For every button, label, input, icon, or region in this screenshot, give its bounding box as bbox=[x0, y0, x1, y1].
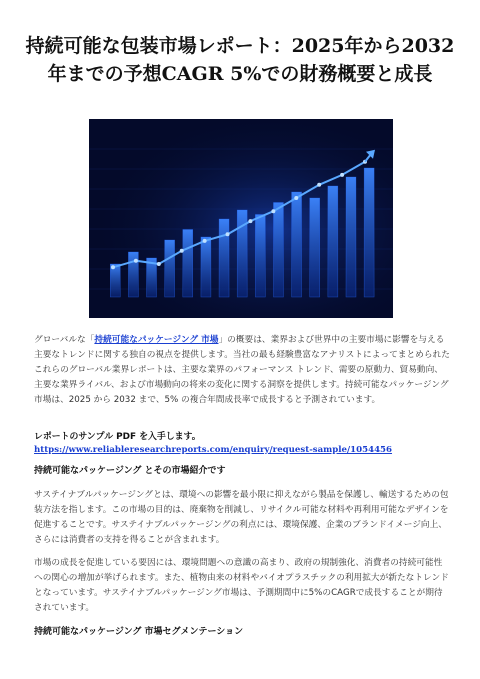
title-line-2: 年までの予想CAGR 5%での財務概要と成長 bbox=[47, 63, 433, 85]
market-link[interactable]: 持続可能なパッケージング 市場 bbox=[94, 335, 219, 345]
trend-point bbox=[248, 219, 252, 223]
page-title bbox=[20, 32, 460, 88]
section-heading-segmentation: 持続可能なパッケージング 市場セグメンテーション bbox=[34, 627, 244, 637]
hero-bar bbox=[183, 230, 193, 298]
intro-suffix: 」の概要は、業界および世界中の主要市場に影響を与える主要なトレンドに関する独自の視点を提供します。当社の最も経験豊富なアナリストによってまとめられたこれらのグローバル業界レポートは、主要な業界のパフォーマンス トレンド、需要の原動力、貿易動向、主要な業界ライバル、および市場動向の将来の変化に関する洞察を提供します。持続可能なパッケージング 市場は、2025 から 2032 まで、5% の複合年間成長率で成長すると予測されています。 bbox=[34, 335, 450, 405]
growth-drivers-paragraph: 市場の成長を促進している要因には、環境問題への意識の高まり、政府の規制強化、消費者の持続可能性への関心の増加が挙げられます。また、植物由来の材料やバイオプラスチックの利用拡大が新たなトレンドとなっています。サステイナブルパッケージング市場は、予測期間中に5%のCAGRで成長することが期待されています。 bbox=[34, 558, 449, 613]
definition-paragraph: サステイナブルパッケージングとは、環境への影響を最小限に抑えながら製品を保護し、輸送するための包装方法を指します。この市場の目的は、廃棄物を削減し、リサイクル可能な材料や再利用可能なデザインを促進することです。サステイナブルパッケージングの利点には、環境保護、企業のブランドイメージ向上、さらには消費者の支持を得ることが含まれます。 bbox=[34, 490, 449, 545]
hero-bar bbox=[328, 186, 338, 297]
trend-point bbox=[134, 259, 138, 263]
trend-point bbox=[294, 196, 298, 200]
hero-bar bbox=[165, 240, 175, 297]
hero-bar bbox=[110, 264, 120, 297]
trend-point bbox=[180, 249, 184, 253]
hero-bar bbox=[201, 237, 211, 297]
hero-bar bbox=[219, 219, 229, 297]
hero-bar bbox=[310, 198, 320, 297]
hero-bar bbox=[292, 192, 302, 297]
section-heading-intro: 持続可能なパッケージング とその市場紹介です bbox=[34, 466, 226, 476]
hero-bar bbox=[128, 252, 138, 297]
trend-point bbox=[271, 209, 275, 213]
trend-point bbox=[340, 173, 344, 177]
title-line-1: 持続可能な包装市場レポート：2025年から2032 bbox=[25, 35, 455, 57]
trend-point bbox=[226, 232, 230, 236]
hero-bar bbox=[255, 215, 265, 298]
hero-bar bbox=[273, 203, 283, 298]
sample-pdf-label: レポートのサンプル PDF を入手します。 bbox=[34, 432, 201, 442]
trend-point bbox=[203, 239, 207, 243]
hero-bar bbox=[346, 177, 356, 297]
trend-point bbox=[157, 262, 161, 266]
intro-paragraph bbox=[34, 333, 450, 408]
sample-request-link[interactable]: https://www.reliableresearchreports.com/enquiry/request-sample/1054456 bbox=[34, 445, 393, 455]
hero-bar bbox=[364, 168, 374, 297]
growth-chart-illustration bbox=[89, 119, 393, 318]
trend-point bbox=[317, 183, 321, 187]
hero-growth-image bbox=[89, 119, 393, 318]
intro-prefix: グローバルな「 bbox=[34, 335, 95, 345]
trend-point bbox=[111, 265, 115, 269]
